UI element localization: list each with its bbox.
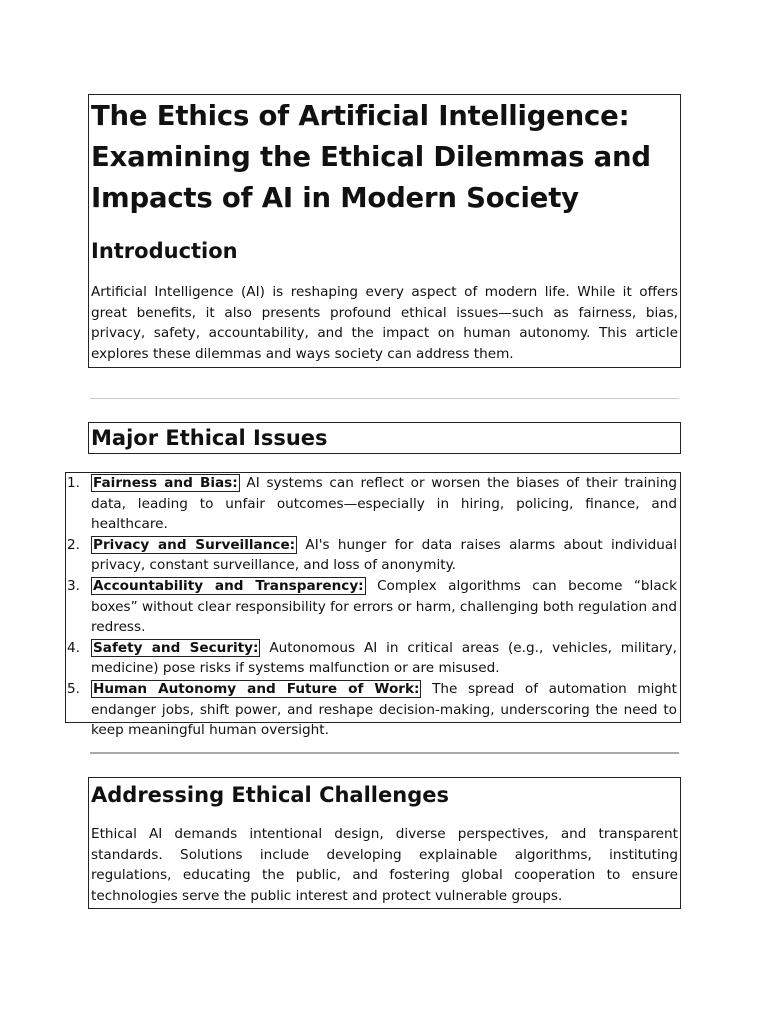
- list-number: 1.: [67, 475, 80, 491]
- addressing-section: [88, 777, 681, 909]
- issue-text: AI systems can reflect or worsen the biases of their training data, leading to unfair outcomes—especially in hiring, policing, finance, and healthcare.: [91, 475, 677, 533]
- list-number: 4.: [67, 639, 80, 656]
- intro-section: [88, 94, 681, 368]
- list-item: [66, 473, 680, 535]
- introduction-heading: Introduction: [91, 239, 238, 263]
- issues-list-section: [65, 472, 681, 739]
- issue-term: Human Autonomy and Future of Work:: [93, 680, 420, 697]
- issue-term: Fairness and Bias:: [93, 475, 238, 491]
- addressing-text: Ethical AI demands intentional design, diverse perspectives, and transparent standards. Solutions include developing explainable algorithms, instituting regulations, educating the public, and fostering global cooperation to ensure technologies serve the public interest and protect vulnerable groups.: [91, 826, 678, 904]
- divider: [90, 398, 679, 399]
- issue-term: Accountability and Transparency:: [93, 577, 364, 594]
- list-item: [66, 638, 680, 679]
- issue-text: Complex algorithms can become “black boxes” without clear responsibility for errors or harm, challenging both regulation and redress.: [91, 577, 678, 636]
- introduction-text: Artificial Intelligence (AI) is reshaping every aspect of modern life. While it offers great benefits, it also presents profound ethical issues—such as fairness, bias, privacy, safety, accountability, and the impact on human autonomy. This article explores these dilemmas and ways society can address them.: [91, 284, 678, 362]
- page-title: The Ethics of Artificial Intelligence: Examining the Ethical Dilemmas and Impacts of AI in Modern Society: [91, 100, 651, 214]
- list-item: [66, 679, 680, 741]
- issue-term: Privacy and Surveillance:: [93, 536, 296, 553]
- list-number: 2.: [67, 536, 80, 553]
- issue-text: Autonomous AI in critical areas (e.g., vehicles, military, medicine) pose risks if systems malfunction or are misused.: [91, 639, 677, 677]
- list-number: 3.: [67, 577, 80, 594]
- list-number: 5.: [67, 680, 80, 697]
- issues-heading-section: [88, 422, 681, 454]
- addressing-heading: Addressing Ethical Challenges: [91, 783, 449, 807]
- divider: [90, 752, 679, 754]
- major-ethical-issues-heading: Major Ethical Issues: [91, 426, 328, 450]
- issue-text: The spread of automation might endanger jobs, shift power, and reshape decision-making, underscoring the need to keep meaningful human oversight.: [91, 680, 677, 739]
- issues-list: [66, 473, 680, 741]
- issue-term: Safety and Security:: [93, 639, 259, 656]
- list-item: [66, 576, 680, 638]
- list-item: [66, 535, 680, 576]
- issue-text: AI's hunger for data raises alarms about individual privacy, constant surveillance, and loss of anonymity.: [91, 536, 677, 574]
